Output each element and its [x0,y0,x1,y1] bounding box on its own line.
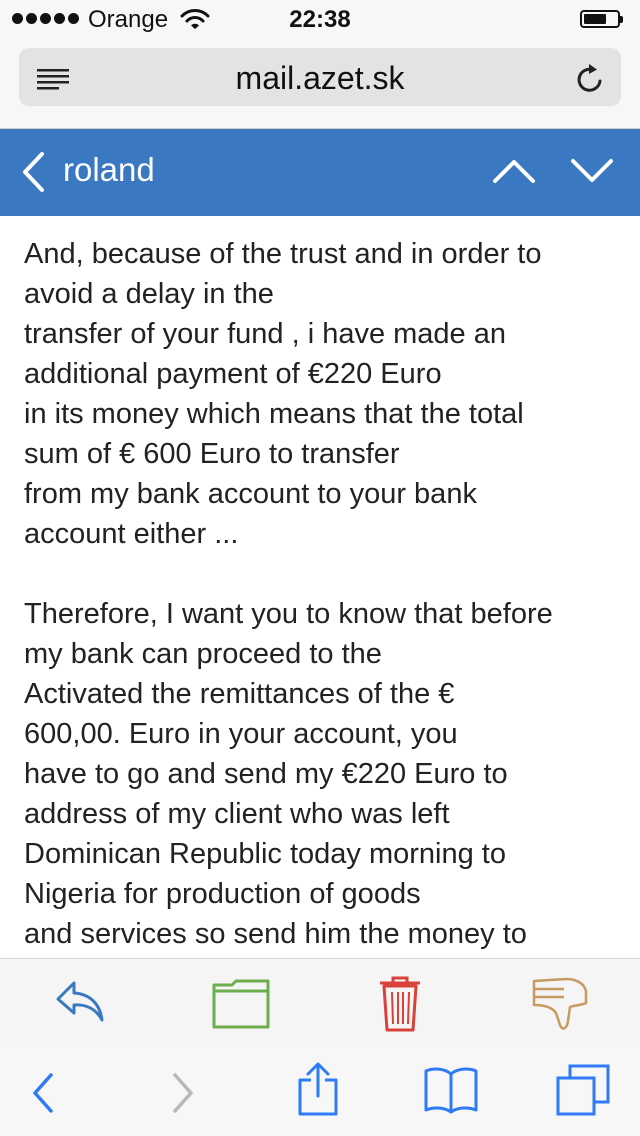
text-line: transfer of your fund , i have made an [24,318,506,350]
text-line: my bank can proceed to the [24,638,382,670]
reply-icon[interactable] [54,977,106,1023]
clock-time: 22:38 [289,6,351,33]
message-paragraph [24,594,624,954]
message-paragraph [24,234,624,554]
browser-address-area [0,40,640,129]
paragraph-spacer [24,554,624,594]
battery-icon [580,10,620,28]
text-line: additional payment of €220 Euro [24,358,442,390]
text-line: And, because of the trust and in order to [24,238,542,270]
text-line: account either ... [24,518,239,550]
share-icon[interactable] [298,1062,338,1116]
previous-message-icon[interactable] [492,157,536,185]
tabs-icon[interactable] [556,1064,610,1116]
forward-arrow-icon[interactable] [170,1072,196,1114]
folder-icon[interactable] [212,979,270,1029]
sender-name[interactable]: roland [63,151,155,188]
text-line: sum of € 600 Euro to transfer [24,438,400,470]
text-line: and services so send him the money to [24,918,527,950]
text-line: avoid a delay in the [24,278,274,310]
browser-toolbar [0,1048,640,1136]
text-line: in its money which means that the total [24,398,524,430]
spam-thumbs-down-icon[interactable] [530,975,590,1033]
status-bar [0,0,640,40]
message-header [0,129,640,216]
trash-icon[interactable] [378,976,422,1032]
text-line: Therefore, I want you to know that before [24,598,553,630]
bookmarks-icon[interactable] [424,1066,478,1114]
text-line: from my bank account to your bank [24,478,477,510]
text-line: have to go and send my €220 Euro to [24,758,508,790]
next-message-icon[interactable] [570,157,614,185]
mail-action-toolbar [0,958,640,1049]
text-line: Dominican Republic today morning to [24,838,506,870]
url-text[interactable]: mail.azet.sk [235,60,405,96]
text-line: Activated the remittances of the € [24,678,455,710]
carrier-name: Orange [88,6,169,33]
text-line: Nigeria for production of goods [24,878,421,910]
back-chevron-icon[interactable] [20,151,46,193]
back-arrow-icon[interactable] [30,1072,56,1114]
message-body [24,234,624,958]
text-line: address of my client who was left [24,798,450,830]
text-line: 600,00. Euro in your account, you [24,718,458,750]
reload-icon[interactable] [575,62,605,94]
address-bar[interactable] [19,48,621,106]
